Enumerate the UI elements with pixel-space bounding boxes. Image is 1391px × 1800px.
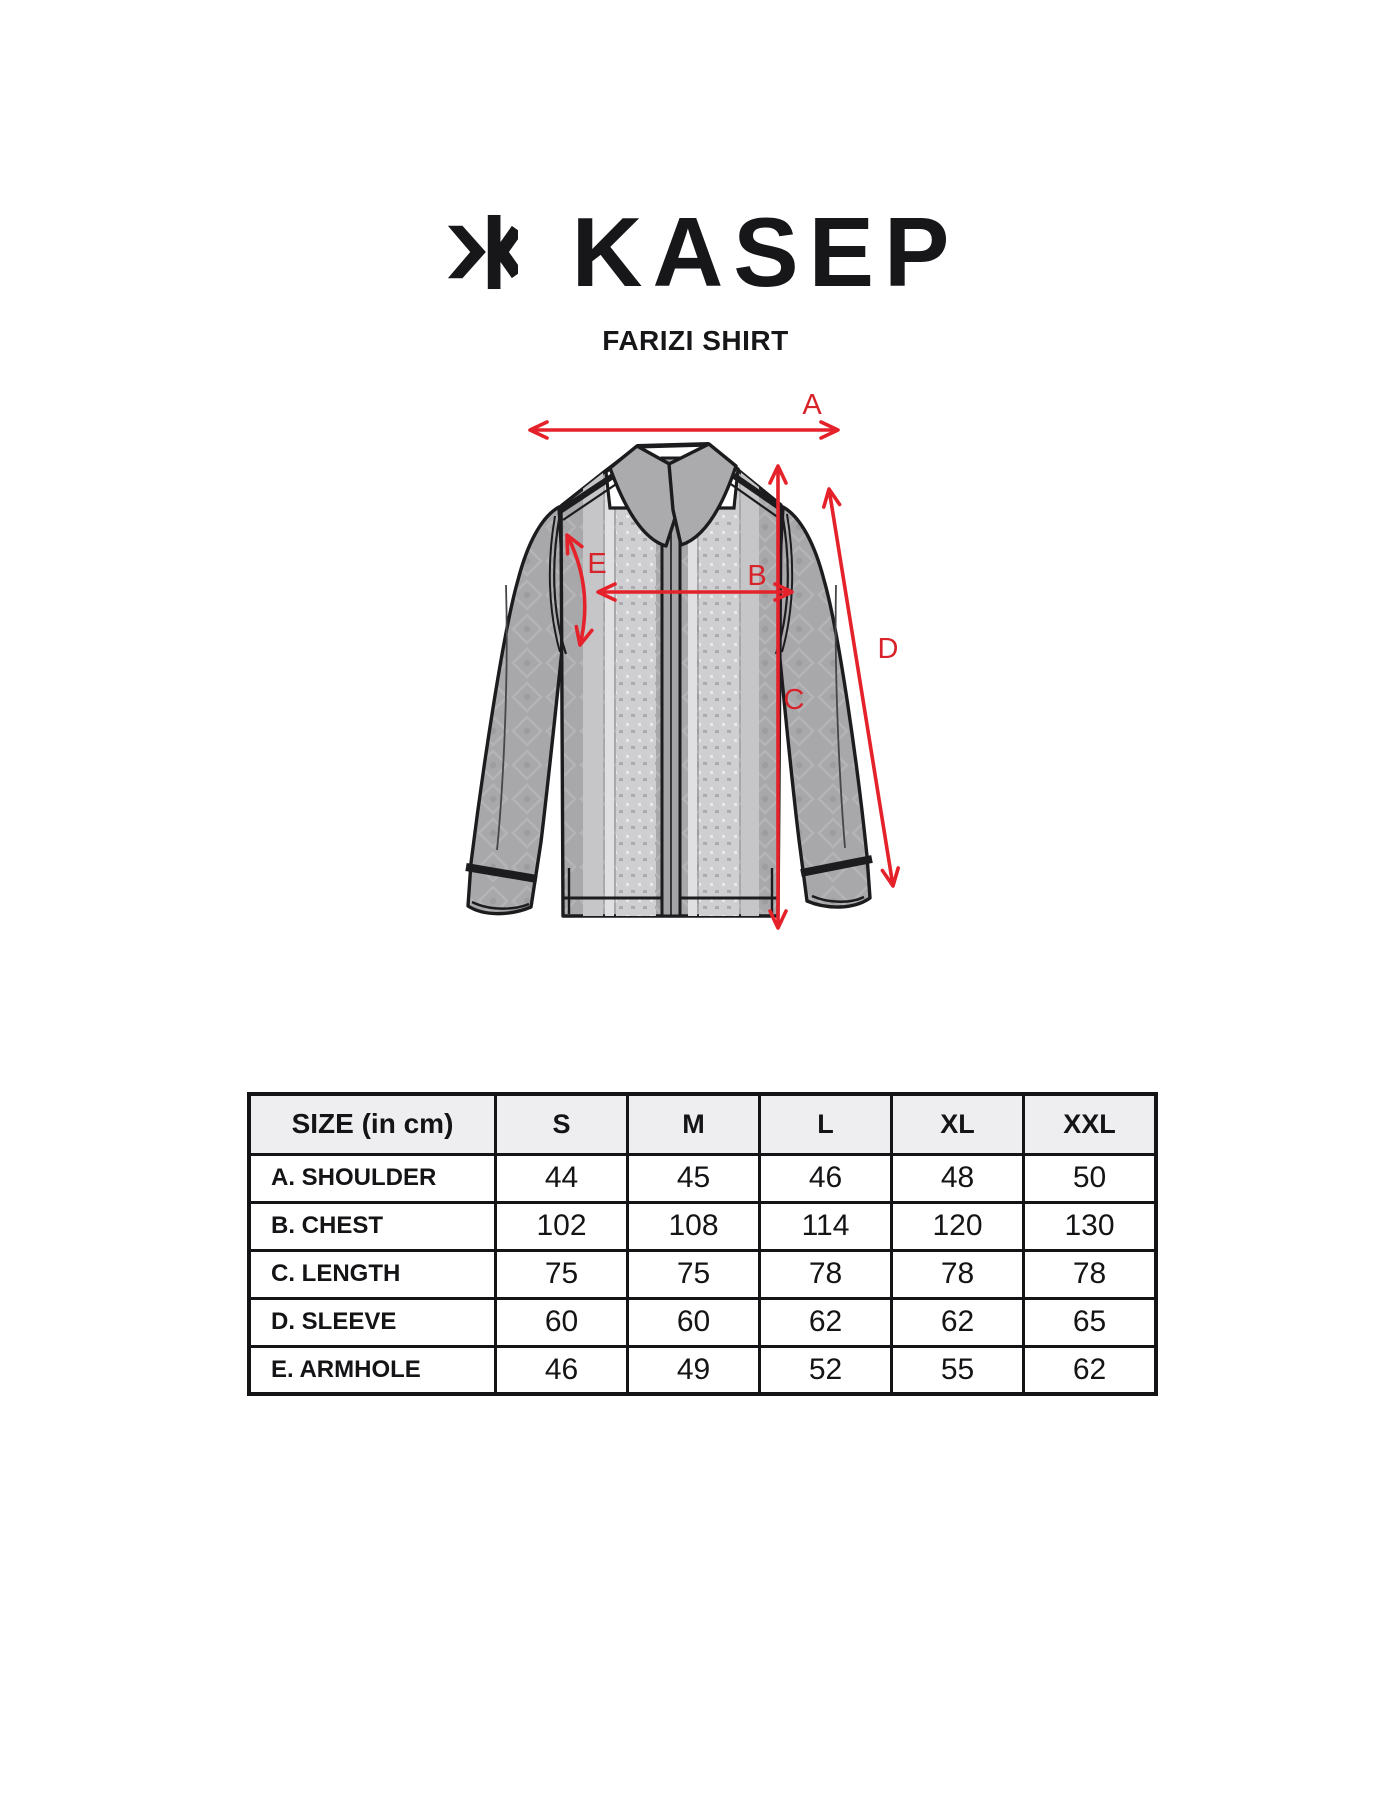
shirt-measurement-diagram [420, 370, 940, 960]
row-label-sleeve: D. SLEEVE [249, 1298, 496, 1346]
measure-label-a: A [802, 389, 822, 421]
shoulder-l: 46 [760, 1154, 892, 1202]
row-label-length: C. LENGTH [249, 1250, 496, 1298]
sleeve-m: 60 [628, 1298, 760, 1346]
length-m: 75 [628, 1250, 760, 1298]
size-chart-header-row [249, 1094, 1156, 1154]
brand-name: KASEP [571, 197, 960, 307]
table-row-length [249, 1250, 1156, 1298]
chest-m: 108 [628, 1202, 760, 1250]
row-label-chest: B. CHEST [249, 1202, 496, 1250]
table-row-chest [249, 1202, 1156, 1250]
size-col-xxl: XXL [1024, 1094, 1157, 1154]
armhole-l: 52 [760, 1346, 892, 1394]
shoulder-m: 45 [628, 1154, 760, 1202]
chest-l: 114 [760, 1202, 892, 1250]
size-col-xl: XL [892, 1094, 1024, 1154]
size-col-m: M [628, 1094, 760, 1154]
sleeve-xxl: 65 [1024, 1298, 1157, 1346]
measure-label-d: D [877, 633, 899, 665]
armhole-xxl: 62 [1024, 1346, 1157, 1394]
size-chart-title-cell: SIZE (in cm) [249, 1094, 496, 1154]
length-s: 75 [496, 1250, 628, 1298]
size-col-l: L [760, 1094, 892, 1154]
armhole-xl: 55 [892, 1346, 1024, 1394]
length-l: 78 [760, 1250, 892, 1298]
armhole-s: 46 [496, 1346, 628, 1394]
kasep-logo-mark-icon [442, 214, 518, 290]
sleeve-xl: 62 [892, 1298, 1024, 1346]
measure-label-b: B [747, 560, 767, 592]
chest-xl: 120 [892, 1202, 1024, 1250]
shoulder-xxl: 50 [1024, 1154, 1157, 1202]
shoulder-xl: 48 [892, 1154, 1024, 1202]
armhole-m: 49 [628, 1346, 760, 1394]
product-title: FARIZI SHIRT [602, 325, 789, 356]
chest-xxl: 130 [1024, 1202, 1157, 1250]
sleeve-l: 62 [760, 1298, 892, 1346]
sleeve-s: 60 [496, 1298, 628, 1346]
size-col-s: S [496, 1094, 628, 1154]
shirt-left-sleeve [466, 507, 562, 914]
table-row-sleeve [249, 1298, 1156, 1346]
length-xxl: 78 [1024, 1250, 1157, 1298]
table-row-shoulder [249, 1154, 1156, 1202]
measure-label-c: C [783, 684, 805, 716]
row-label-shoulder: A. SHOULDER [249, 1154, 496, 1202]
row-label-armhole: E. ARMHOLE [249, 1346, 496, 1394]
size-chart-table [247, 1092, 1158, 1396]
length-xl: 78 [892, 1250, 1024, 1298]
measure-label-e: E [587, 548, 607, 580]
table-row-armhole [249, 1346, 1156, 1394]
brand-logo [0, 197, 1391, 307]
chest-s: 102 [496, 1202, 628, 1250]
shoulder-s: 44 [496, 1154, 628, 1202]
